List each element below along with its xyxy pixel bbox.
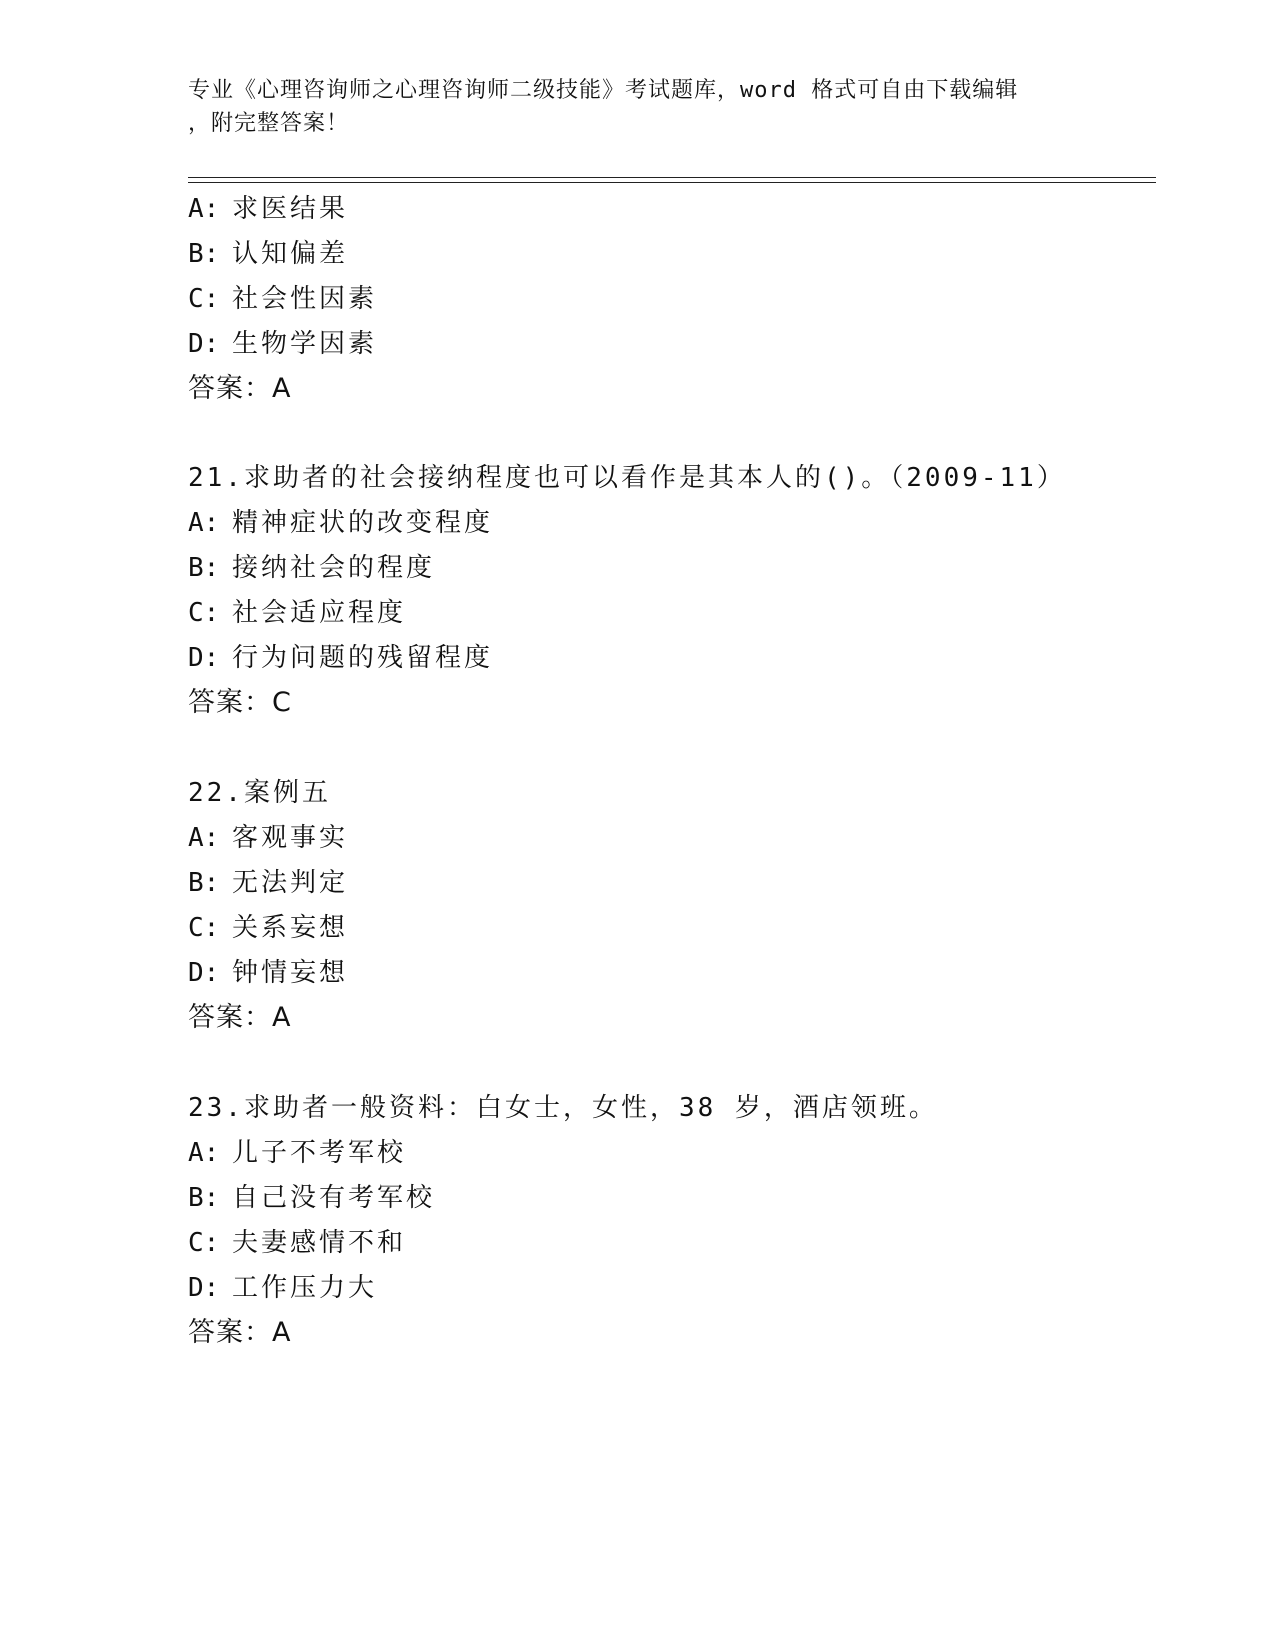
question-stem: 23.求助者一般资料：白女士，女性，38 岁，酒店领班。 (188, 1093, 938, 1123)
option-text: 钟情妄想 (232, 958, 349, 988)
option-text: 生物学因素 (232, 329, 378, 359)
option-a (188, 503, 493, 543)
answer-line: 答案：A (188, 373, 292, 404)
option-d (188, 953, 348, 993)
option-text: 精神症状的改变程度 (232, 508, 494, 538)
option-text: 无法判定 (232, 868, 349, 898)
option-label: D: (188, 958, 220, 988)
option-a (188, 818, 348, 858)
header-divider-top (188, 177, 1156, 178)
option-text: 客观事实 (232, 823, 349, 853)
option-c (188, 279, 377, 319)
option-b (188, 548, 435, 588)
answer-line: 答案：C (188, 687, 292, 718)
option-c (188, 593, 406, 633)
option-label: C: (188, 598, 220, 628)
option-c (188, 1223, 406, 1263)
option-label: B: (188, 553, 220, 583)
option-label: A: (188, 1138, 220, 1168)
option-a (188, 189, 348, 229)
option-d (188, 638, 493, 678)
option-label: A: (188, 194, 220, 224)
option-label: B: (188, 239, 220, 269)
question-stem: 21.求助者的社会接纳程度也可以看作是其本人的()。（2009-11） (188, 463, 1066, 493)
document-header (188, 74, 1088, 140)
option-label: C: (188, 913, 220, 943)
question-stem: 22.案例五 (188, 778, 331, 808)
option-text: 工作压力大 (232, 1273, 378, 1303)
option-b (188, 863, 348, 903)
option-label: C: (188, 1228, 220, 1258)
header-title: 专业《心理咨询师之心理咨询师二级技能》考试题库，word 格式可自由下载编辑 (188, 78, 1019, 103)
option-text: 求医结果 (232, 194, 349, 224)
option-b (188, 234, 348, 274)
option-text: 夫妻感情不和 (232, 1228, 407, 1258)
option-label: A: (188, 823, 220, 853)
option-text: 关系妄想 (232, 913, 349, 943)
option-label: A: (188, 508, 220, 538)
option-b (188, 1178, 435, 1218)
option-d (188, 1268, 377, 1308)
option-text: 行为问题的残留程度 (232, 643, 494, 673)
option-label: B: (188, 1183, 220, 1213)
option-text: 社会适应程度 (232, 598, 407, 628)
option-a (188, 1133, 406, 1173)
option-label: D: (188, 643, 220, 673)
option-label: C: (188, 284, 220, 314)
option-text: 自己没有考军校 (232, 1183, 436, 1213)
answer-line: 答案：A (188, 1002, 292, 1033)
header-divider-bottom (188, 182, 1156, 183)
answer-line: 答案：A (188, 1317, 292, 1348)
option-text: 接纳社会的程度 (232, 553, 436, 583)
option-c (188, 908, 348, 948)
option-text: 儿子不考军校 (232, 1138, 407, 1168)
option-label: B: (188, 868, 220, 898)
option-label: D: (188, 329, 220, 359)
option-text: 社会性因素 (232, 284, 378, 314)
option-text: 认知偏差 (232, 239, 349, 269)
header-subtitle: ，附完整答案！ (188, 111, 350, 136)
option-d (188, 324, 377, 364)
option-label: D: (188, 1273, 220, 1303)
